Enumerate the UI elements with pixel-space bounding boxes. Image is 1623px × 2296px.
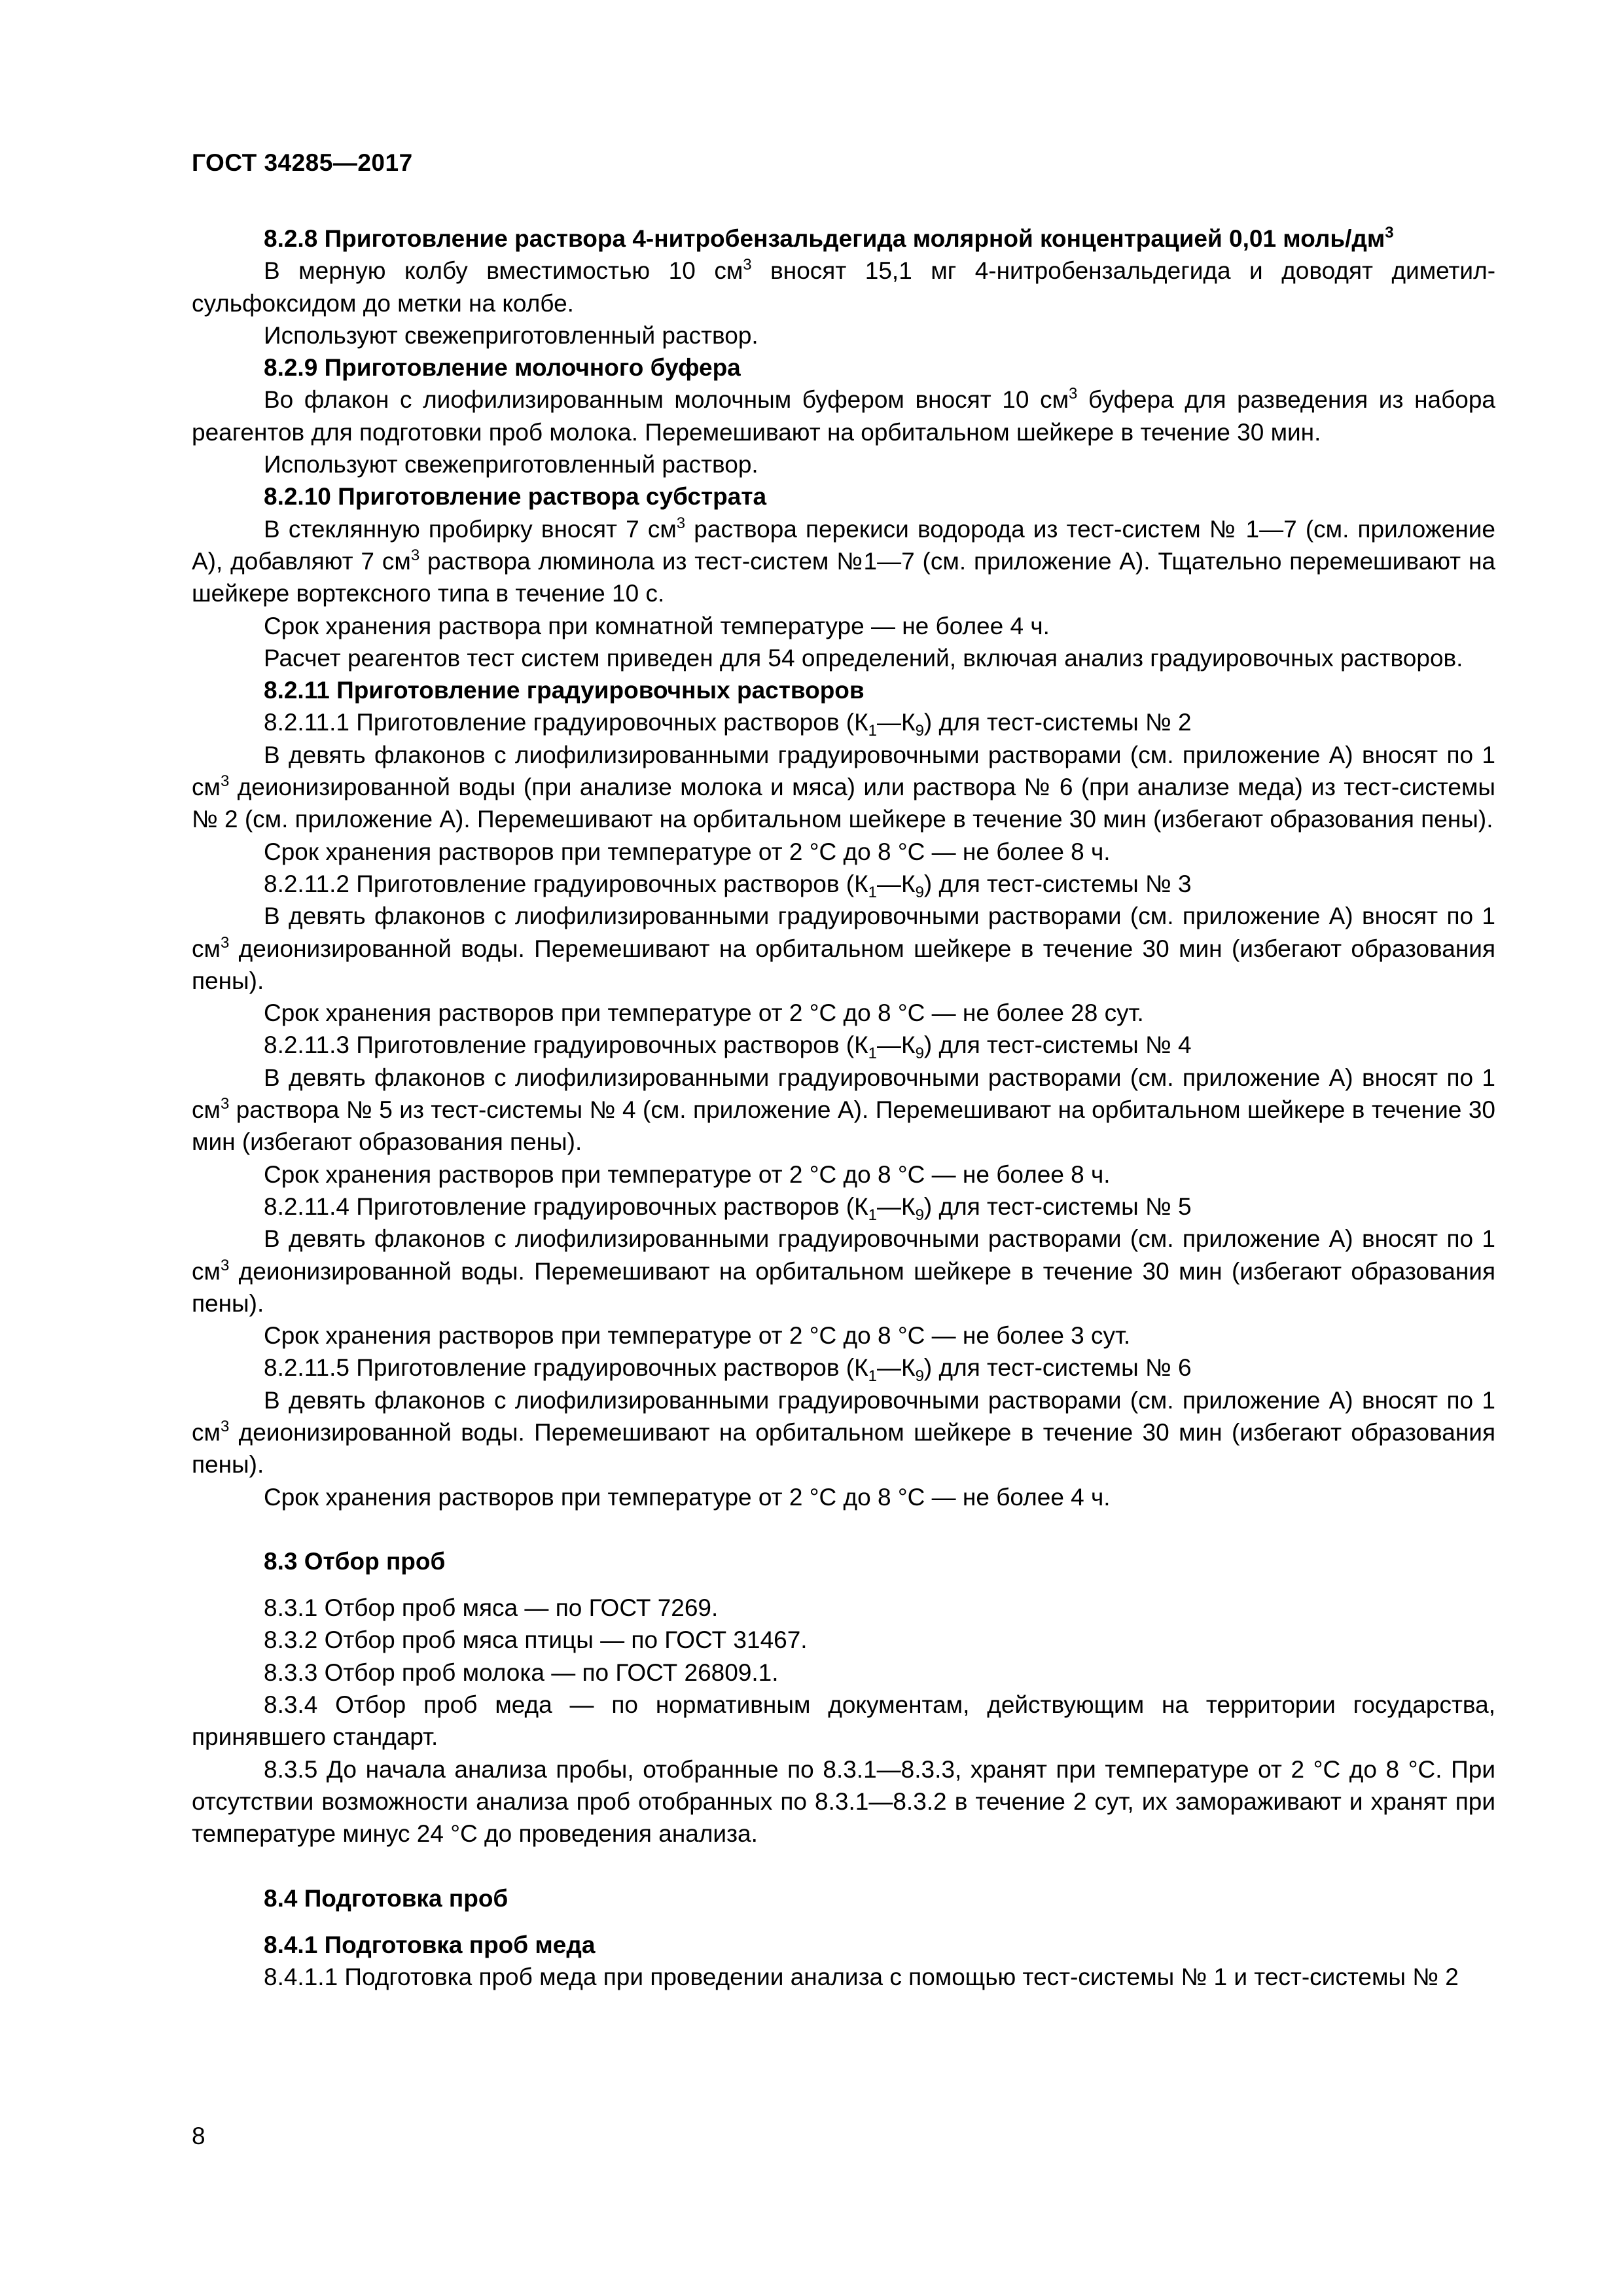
paragraph: 8.4.1.1 Подготовка проб меда при проведении анализа с помощью тест-системы № 1 и тест-системы № 2 (264, 1964, 1459, 1991)
paragraph: Срок хранения растворов при температуре от 2 °С до 8 °С — не более 8 ч. (264, 838, 1111, 865)
paragraph: Срок хранения растворов при температуре от 2 °С до 8 °С — не более 8 ч. (264, 1160, 1111, 1188)
subsection-heading-8-2-11-2: 8.2.11.2 Приготовление градуировочных растворов $(К_1—К_9)$ для тест-системы № 3 (264, 870, 1192, 901)
subsection-heading-8-2-11-1: 8.2.11.1 Приготовление градуировочных растворов $(К_1—К_9)$ для тест-системы № 2 (264, 709, 1192, 740)
paragraph: Используют свежеприготовленный раствор. (264, 321, 758, 349)
paragraph: В стеклянную пробирку вносят 7 $см^3$ раствора перекиси водорода из тест-систем № 1—7 (см. приложение А), добавляют 7 $см^3$ раствора люминола из тест-систем №1—7 (см. приложение А). Тщательно перемешивают на шейкере вортексного типа в течение 10 с. (192, 514, 1495, 607)
paragraph: 8.3.4 Отбор проб меда — по нормативным документам, действующим на территории государства, принявшего стандарт. (192, 1691, 1495, 1751)
section-heading-8-3: 8.3 Отбор проб (264, 1547, 446, 1575)
paragraph: В девять флаконов с лиофилизированными градуировочными растворами (см. приложение А) вносят по 1 $см^3$ раствора № 5 из тест-системы № 4 (см. приложение А). Перемешивают на орбитальном шейкере в течение 30 мин (избегают образования пены). (192, 1064, 1495, 1156)
paragraph: В девять флаконов с лиофилизированными градуировочными растворами (см. приложение А) вносят по 1 $см^3$ деионизированной воды. Перемешивают на орбитальном шейкере в течение 30 мин (избегают образования пены). (192, 903, 1495, 994)
section-heading-8-4: 8.4 Подготовка проб (264, 1884, 508, 1912)
document-header: ГОСТ 34285—2017 (192, 149, 413, 176)
paragraph: Срок хранения растворов при температуре от 2 °С до 8 °С — не более 4 ч. (264, 1483, 1111, 1511)
section-heading-8-2-10: 8.2.10 Приготовление раствора субстрата (264, 483, 767, 511)
paragraph: В мерную колбу вместимостью 10 $см^3$ вносят 15,1 мг 4-нитробензальдегида и доводят диметил-сульфоксидом до метки на колбе. (192, 256, 1496, 317)
section-heading-8-4-1: 8.4.1 Подготовка проб меда (264, 1931, 596, 1958)
paragraph: Во флакон с лиофилизированным молочным буфером вносят 10 $см^3$ буфера для разведения из набора реагентов для подготовки проб молока. Перемешивают на орбитальном шейкере в течение 30 мин. (192, 385, 1495, 446)
paragraph: Расчет реагентов тест систем приведен для 54 определений, включая анализ градуировочных растворов. (264, 644, 1463, 672)
paragraph: 8.3.5 До начала анализа пробы, отобранные по 8.3.1—8.3.3, хранят при температуре от 2 °С до 8 °С. При отсутствии возможности анализа проб отобранных по 8.3.1—8.3.2 в течение 2 сут, их замораживают и хранят при температуре минус 24 °С до проведения анализа. (192, 1755, 1495, 1848)
paragraph: 8.3.2 Отбор проб мяса птицы — по ГОСТ 31467. (264, 1626, 808, 1654)
paragraph: В девять флаконов с лиофилизированными градуировочными растворами (см. приложение А) вносят по 1 $см^3$ деионизированной воды (при анализе молока и мяса) или раствора № 6 (при анализе меда) из тест-системы № 2 (см. приложение А). Перемешивают на орбитальном шейкере в течение 30 мин (избегают образования пены). (192, 741, 1495, 833)
section-heading-8-2-11: 8.2.11 Приготовление градуировочных растворов (264, 677, 865, 704)
subsection-heading-8-2-11-5: 8.2.11.5 Приготовление градуировочных растворов $(К_1—К_9)$ для тест-системы № 6 (264, 1354, 1192, 1386)
paragraph: 8.3.1 Отбор проб мяса — по ГОСТ 7269. (264, 1594, 719, 1622)
section-heading-8-2-8: 8.2.8 Приготовление раствора 4-нитробензальдегида молярной концентрацией 0,01 моль/$дм^3$ (264, 224, 1394, 252)
subsection-heading-8-2-11-4: 8.2.11.4 Приготовление градуировочных растворов $(К_1—К_9)$ для тест-системы № 5 (264, 1193, 1192, 1224)
paragraph: В девять флаконов с лиофилизированными градуировочными растворами (см. приложение А) вносят по 1 $см^3$ деионизированной воды. Перемешивают на орбитальном шейкере в течение 30 мин (избегают образования пены). (192, 1386, 1495, 1479)
paragraph: Используют свежеприготовленный раствор. (264, 451, 758, 478)
subsection-heading-8-2-11-3: 8.2.11.3 Приготовление градуировочных растворов $(К_1—К_9)$ для тест-системы № 4 (264, 1031, 1192, 1063)
section-heading-8-2-9: 8.2.9 Приготовление молочного буфера (264, 354, 741, 382)
paragraph: Срок хранения растворов при температуре от 2 °С до 8 °С — не более 28 сут. (264, 999, 1144, 1027)
paragraph: Срок хранения раствора при комнатной температуре — не более 4 ч. (264, 612, 1050, 639)
page-number: 8 (192, 2123, 205, 2149)
paragraph: 8.3.3 Отбор проб молока — по ГОСТ 26809.1. (264, 1659, 779, 1686)
paragraph: Срок хранения растворов при температуре от 2 °С до 8 °С — не более 3 сут. (264, 1322, 1131, 1350)
paragraph: В девять флаконов с лиофилизированными градуировочными растворами (см. приложение А) вносят по 1 $см^3$ деионизированной воды. Перемешивают на орбитальном шейкере в течение 30 мин (избегают образования пены). (192, 1225, 1495, 1317)
document-body (192, 223, 1495, 1993)
